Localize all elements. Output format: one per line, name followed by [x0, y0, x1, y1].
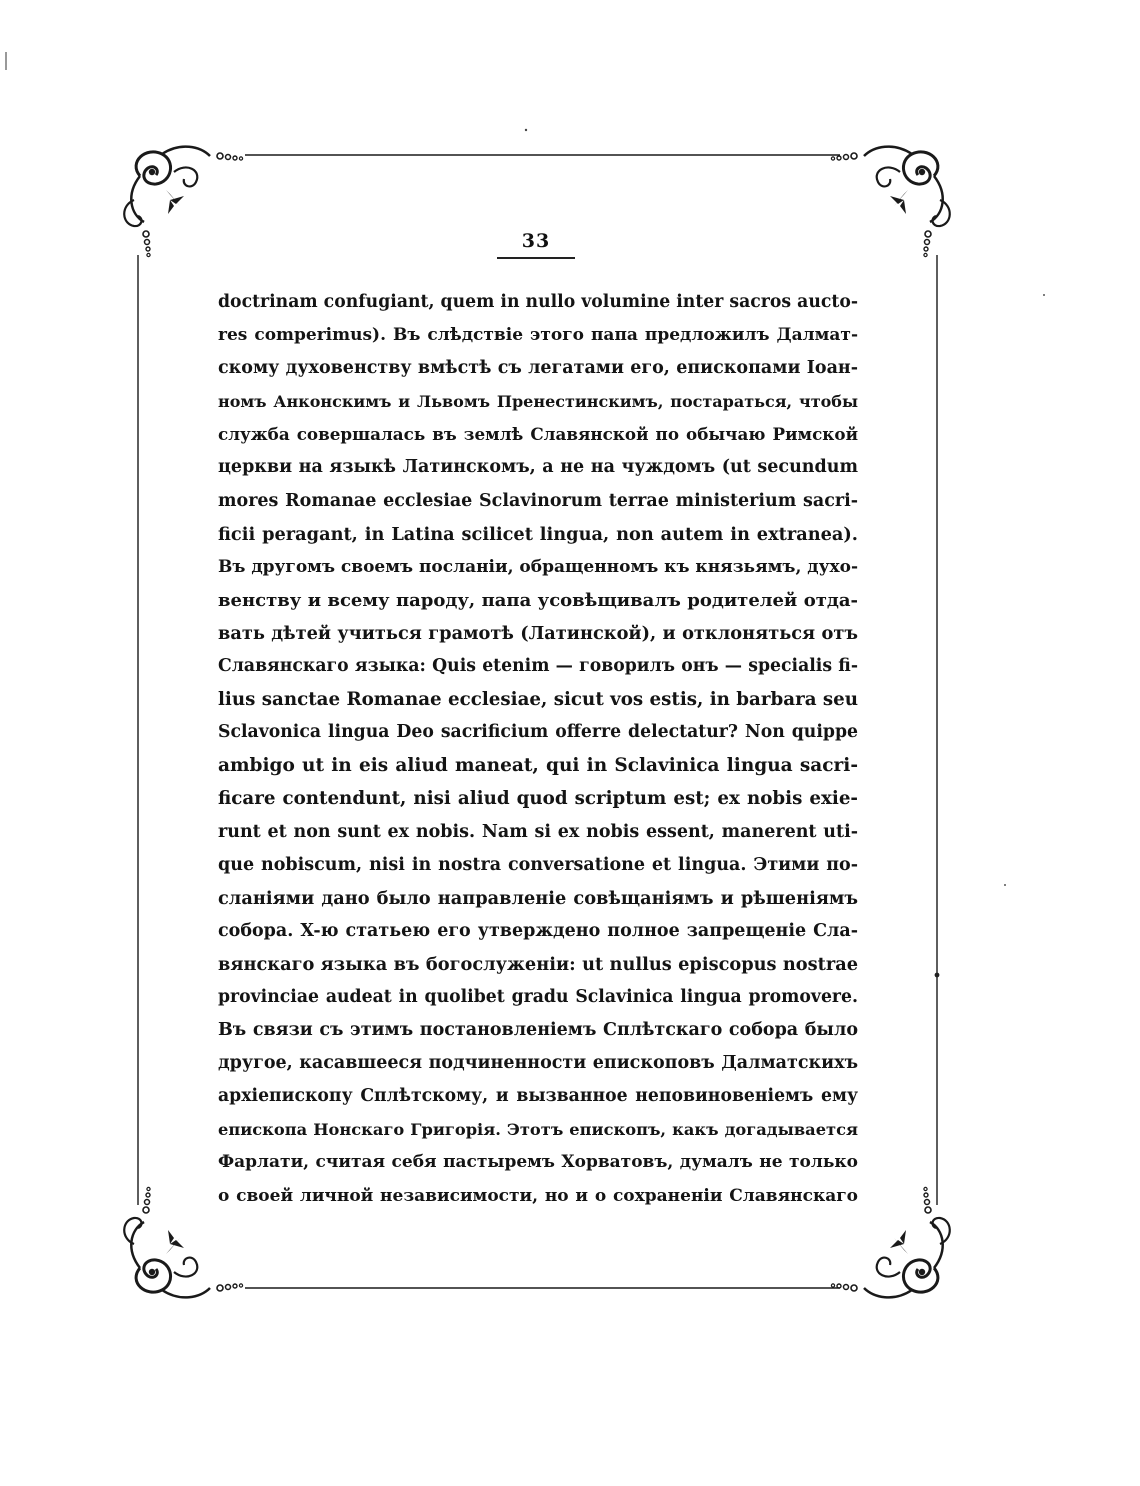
text-line: que nobiscum, nisi in nostra conversatione et lingua. Этими по- [218, 854, 858, 875]
text-line: ficii peragant, in Latina scilicet lingua, non autem in extranea). [218, 523, 858, 545]
flourish-corner-icon [124, 147, 242, 257]
text-line: епископа Нонскаго Григорія. Этотъ епископъ, какъ догадывается [218, 1120, 858, 1140]
text-line: lius sanctae Romanae ecclesiae, sicut vos estis, in barbara seu [218, 689, 859, 711]
text-line: mores Romanae ecclesiae Sclavinorum terrae ministerium sacri- [218, 490, 858, 511]
text-line: ambigo ut in eis aliud maneat, qui in Sclavinica lingua sacri- [218, 755, 858, 777]
text-line: венству и всему пароду, папа усовѣщивалъ родителей отда- [218, 589, 858, 611]
text-line: служба совершалась въ землѣ Славянской по обычаю Римской [218, 424, 858, 445]
text-line: Въ другомъ своемъ посланіи, обращенномъ къ князьямъ, духо- [218, 556, 859, 577]
text-line: архіепископу Сплѣтскому, и вызванное неповиновеніемъ ему [218, 1086, 858, 1107]
page-number-rule [497, 257, 575, 259]
text-line: provinciae audeat in quolibet gradu Sclavinica lingua promovere. [218, 986, 858, 1007]
text-line: вать дѣтей учиться грамотѣ (Латинской), и отклоняться отъ [218, 622, 858, 644]
text-line: Въ связи съ этимъ постановленіемъ Сплѣтскаго собора было [218, 1020, 858, 1041]
page-number: 33 [521, 230, 551, 252]
text-line: номъ Анконскимъ и Львомъ Пренестинскимъ, постараться, чтобы [218, 392, 858, 412]
text-line: res comperimus). Въ слѣдствіе этого папа предложилъ Далмат- [218, 325, 858, 346]
text-line: сланіями дано было направленіе совѣщаніямъ и рѣшеніямъ [218, 887, 858, 909]
text-line: о своей личной независимости, но и о сохраненіи Славянскаго [218, 1185, 858, 1206]
text-line: церкви на языкѣ Латинскомъ, а не на чуждомъ (ut secundum [218, 457, 858, 478]
text-line: Sclavonica lingua Deo sacrificium offerre delectatur? Non quippe [218, 722, 858, 743]
text-line: doctrinam confugiant, quem in nullo volumine inter sacros auctо- [218, 292, 858, 312]
flourish-corner-icon [831, 147, 949, 257]
text-line: Фарлати, считая себя пастыремъ Хорватовъ, думалъ не только [218, 1152, 858, 1173]
text-line: Славянскаго языка: Quis etenim — говорилъ онъ — specialis fi- [218, 656, 858, 677]
text-line: собора. X-ю статьею его утверждено полное запрещеніе Сла- [218, 920, 858, 941]
text-line: ficare contendunt, nisi aliud quod scriptum est; ex nobis exie- [218, 788, 858, 810]
body-text [218, 286, 858, 1213]
text-line: вянскаго языка въ богослуженіи: ut nullus episcopus nostrae [218, 953, 858, 975]
text-line: скому духовенству вмѣстѣ съ легатами его, епископами Іоан- [218, 358, 858, 379]
text-line: другое, касавшееся подчиненности епископовъ Далматскихъ [218, 1053, 858, 1074]
text-line: runt et non sunt ex nobis. Nam si ex nobis essent, manerent uti- [218, 821, 858, 842]
